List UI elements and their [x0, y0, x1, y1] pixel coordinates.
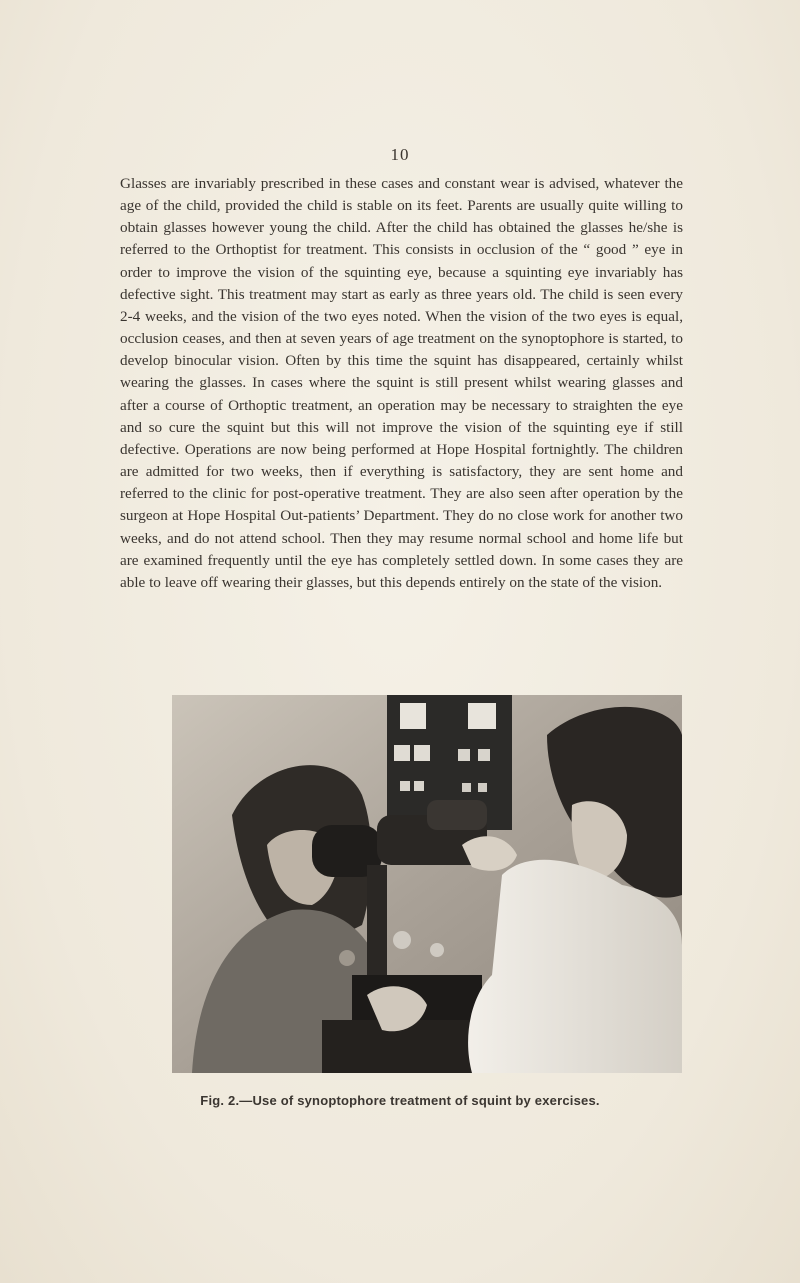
figure-caption: Fig. 2.—Use of synoptophore treatment of squint by exercises.	[200, 1093, 600, 1108]
body-paragraph: Glasses are invariably prescribed in these cases and constant wear is advised, whatever the age of the child, provided the child is stable on its feet. Parents are usually quite willing to obtain glasses however young the child. After the child has obtained the glasses he/she is referred to the Orthoptist for treatment. This consists in occlusion of the “ good ” eye in order to improve the vision of the squinting eye, because a squinting eye invariably has defective sight. This treatment may start as early as three years old. The child is seen every 2-4 weeks, and the vision of the two eyes noted. When the vision of the two eyes is equal, occlusion ceases, and then at seven years of age treatment on the synoptophore is started, to develop binocular vision. Often by this time the squint has disappeared, certainly whilst wearing the glasses. In cases where the squint is still present whilst wearing glasses and after a course of Orthoptic treatment, an operation may be necessary to straighten the eye and so cure the squint but this will not improve the vision of the squinting eye if still defective. Operations are now being performed at Hope Hospital fortnightly. The children are admitted for two weeks, then if everything is satisfactory, they are sent home and referred to the clinic for post-operative treatment. They are also seen after operation by the surgeon at Hope Hospital Out-patients’ Department. They do no close work for another two weeks, and do not attend school. Then they may resume normal school and home life but are examined frequently until the eye has completely settled down. In some cases they are able to leave off wearing their glasses, but this depends entirely on the state of the vision.	[120, 175, 683, 591]
photo-synoptophore-treatment	[172, 695, 682, 1073]
figure-photo	[172, 695, 682, 1073]
page-number: 10	[390, 145, 410, 164]
